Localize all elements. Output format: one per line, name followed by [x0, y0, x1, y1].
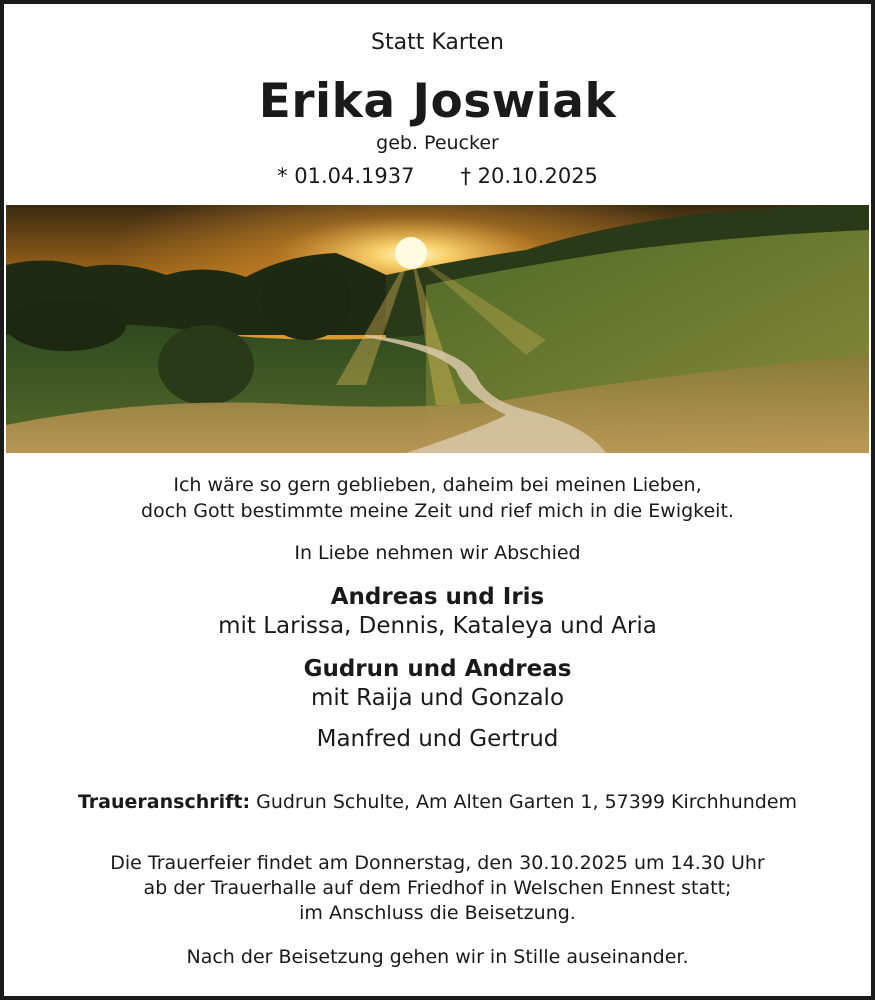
deceased-name: Erika Joswiak [258, 74, 617, 129]
address-label: Traueranschrift: [77, 791, 251, 813]
verse-line-2: doch Gott bestimmte meine Zeit und rief mich in die Ewigkeit. [141, 500, 734, 522]
sunset-landscape-image [6, 205, 869, 453]
death-date: † 20.10.2025 [460, 164, 598, 188]
life-dates [4, 164, 871, 188]
statt-karten: Statt Karten [371, 30, 504, 55]
address-value: Gudrun Schulte, Am Alten Garten 1, 57399 Kirchhundem [256, 791, 798, 813]
family-3-head: Manfred und Gertrud [316, 726, 559, 752]
family-1-sub: mit Larissa, Dennis, Kataleya und Aria [218, 613, 657, 639]
ceremony-line-1: Die Trauerfeier findet am Donnerstag, den 30.10.2025 um 14.30 Uhr [110, 852, 765, 874]
family-1-head: Andreas und Iris [330, 584, 545, 610]
farewell-text: In Liebe nehmen wir Abschied [294, 542, 581, 564]
ceremony-line-3: im Anschluss die Beisetzung. [299, 902, 576, 924]
ceremony-info [4, 851, 871, 926]
family-2-head: Gudrun und Andreas [303, 656, 572, 682]
closing-text: Nach der Beisetzung gehen wir in Stille auseinander. [186, 946, 689, 968]
verse-line-1: Ich wäre so gern geblieben, daheim bei meinen Lieben, [173, 474, 702, 496]
birth-date: * 01.04.1937 [277, 164, 415, 188]
birth-name: geb. Peucker [376, 132, 499, 154]
mourning-address [4, 791, 871, 813]
ceremony-line-2: ab der Trauerhalle auf dem Friedhof in Welschen Ennest statt; [143, 877, 732, 899]
verse [4, 472, 871, 524]
family-2-sub: mit Raija und Gonzalo [310, 685, 565, 711]
